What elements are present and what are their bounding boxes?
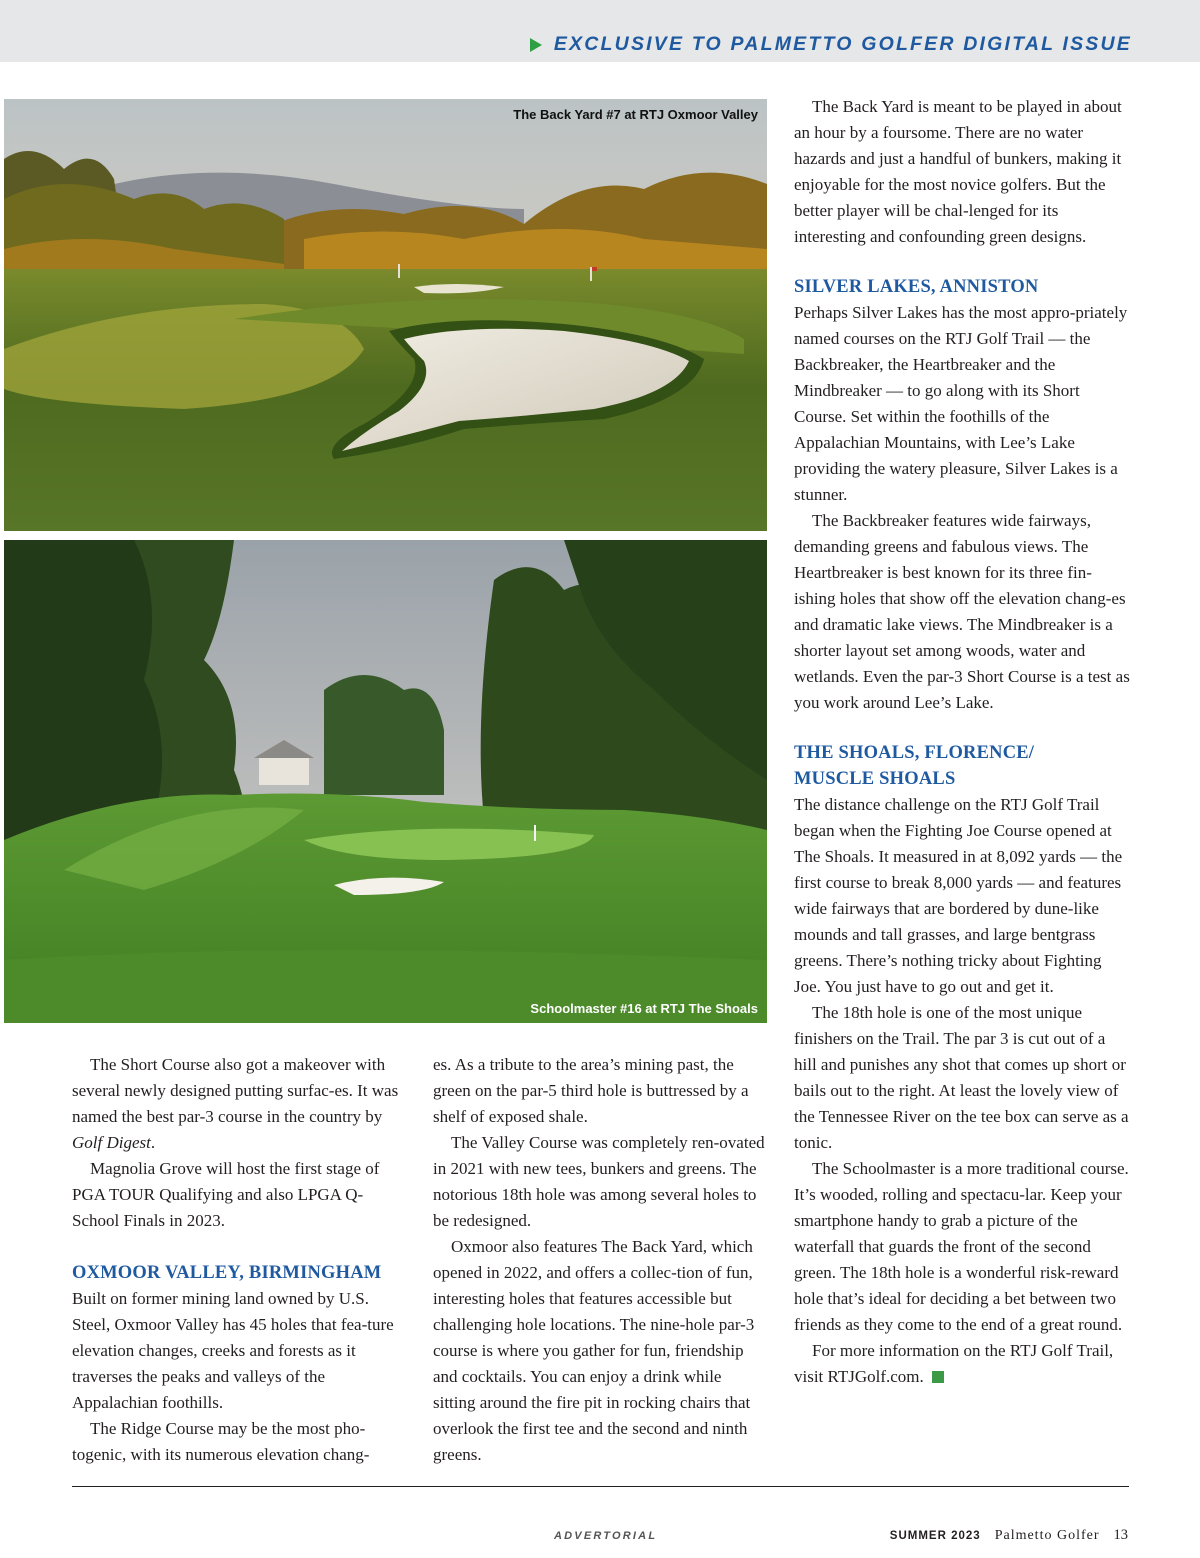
footer-folio (890, 1527, 1128, 1544)
paragraph-text: The Short Course also got a makeover with several newly designed putting surfac-es. It was named the best par-3 course in the country by (72, 1055, 399, 1126)
paragraph: The Back Yard is meant to be played in about an hour by a foursome. There are no water hazards and just a handful of bunkers, making it enjoyable for the most novice golfers. But the better player will be chal-lenged for its interesting and confounding green designs. (794, 97, 1122, 246)
section-heading-shoals (794, 740, 1130, 792)
article-column-left (72, 1052, 408, 1468)
paragraph: Built on former mining land owned by U.S. Steel, Oxmoor Valley has 45 holes that fea-ture elevation changes, creeks and forests as it traverses the peaks and valleys of the Appalachian foothills. (72, 1289, 394, 1412)
paragraph: The 18th hole is one of the most unique finishers on the Trail. The par 3 is cut out of a hill and punishes any shot that comes up short or bails out to the right. At least the lovely view of the Tennessee River on the tee box can serve as a tonic. (794, 1003, 1129, 1152)
magazine-name: Palmetto Golfer (994, 1528, 1100, 1543)
photo-caption: The Back Yard #7 at RTJ Oxmoor Valley (513, 107, 758, 122)
paragraph: Perhaps Silver Lakes has the most appro-priately named courses on the RTJ Golf Trail — the Backbreaker, the Heartbreaker and the Mindbreaker — to go along with its Short Course. Set within the foothills of the Appalachian Mountains, with Lee’s Lake providing the watery pleasure, Silver Lakes is a stunner. (794, 303, 1128, 504)
heading-line: MUSCLE SHOALS (794, 769, 956, 789)
paragraph: The Schoolmaster is a more traditional course. It’s wooded, rolling and spectacu-lar. Keep your smartphone handy to grab a picture of the waterfall that guards the front of the second green. The 18th hole is a wonderful risk-reward hole that’s ideal for deciding a bet between two friends as they come to the end of a great round. (794, 1159, 1129, 1334)
paragraph: The Ridge Course may be the most pho-togenic, with its numerous elevation chang- (72, 1419, 370, 1464)
end-mark-icon (932, 1371, 944, 1383)
paragraph: es. As a tribute to the area’s mining past, the green on the par-5 third hole is buttressed by a shelf of exposed shale. (433, 1055, 749, 1126)
issue-season: SUMMER 2023 (889, 1530, 981, 1542)
triangle-right-icon (530, 38, 542, 52)
photo-back-yard (4, 99, 767, 531)
banner-text: EXCLUSIVE TO PALMETTO GOLFER DIGITAL ISSUE (553, 33, 1132, 55)
section-heading-oxmoor: OXMOOR VALLEY, BIRMINGHAM (72, 1263, 382, 1283)
paragraph: The Backbreaker features wide fairways, demanding greens and fabulous views. The Heartbreaker is best known for its three fin-ishing holes that show off the elevation chang-es and dramatic lake views. The Mindbreaker is a shorter layout set among woods, water and wetlands. Even the par-3 Short Course is a test as you work around Lee’s Lake. (794, 511, 1130, 712)
paragraph: Magnolia Grove will host the first stage of PGA TOUR Qualifying and also LPGA Q-School Finals in 2023. (72, 1159, 380, 1230)
footer-rule (72, 1486, 1129, 1487)
article-column-right (794, 94, 1130, 1390)
photo-schoolmaster (4, 540, 767, 1023)
advertorial-label: ADVERTORIAL (554, 1530, 658, 1542)
article-column-middle (433, 1052, 767, 1468)
paragraph (794, 1338, 1130, 1390)
section-heading-silver-lakes: SILVER LAKES, ANNISTON (794, 277, 1039, 297)
magazine-title: Golf Digest (72, 1133, 151, 1152)
page-number: 13 (1113, 1527, 1128, 1543)
paragraph: The Valley Course was completely ren-ovated in 2021 with new tees, bunkers and greens. The notorious 18th hole was among several holes to be redesigned. (433, 1133, 765, 1230)
digital-issue-banner (530, 33, 1132, 56)
paragraph-text: . (150, 1133, 156, 1152)
paragraph-text: For more information on the RTJ Golf Trail, visit RTJGolf.com. (794, 1341, 1114, 1386)
paragraph (72, 1052, 408, 1156)
paragraph: The distance challenge on the RTJ Golf Trail began when the Fighting Joe Course opened at The Shoals. It measured in at 8,092 yards — the first course to break 8,000 yards — and features wide fairways that are bordered by dune-like mounds and tall grasses, and large bentgrass greens. There’s nothing tricky about Fighting Joe. You just have to go out and get it. (794, 795, 1123, 996)
heading-line: THE SHOALS, FLORENCE/ (794, 743, 1035, 763)
paragraph: Oxmoor also features The Back Yard, which opened in 2022, and offers a collec-tion of fun, interesting holes that features accessible but challenging hole locations. The nine-hole par-3 course is where you gather for fun, friendship and cocktails. You can enjoy a drink while sitting around the fire pit in rocking chairs that overlook the first tee and the second and ninth greens. (433, 1237, 755, 1464)
photo-caption: Schoolmaster #16 at RTJ The Shoals (530, 1001, 758, 1016)
